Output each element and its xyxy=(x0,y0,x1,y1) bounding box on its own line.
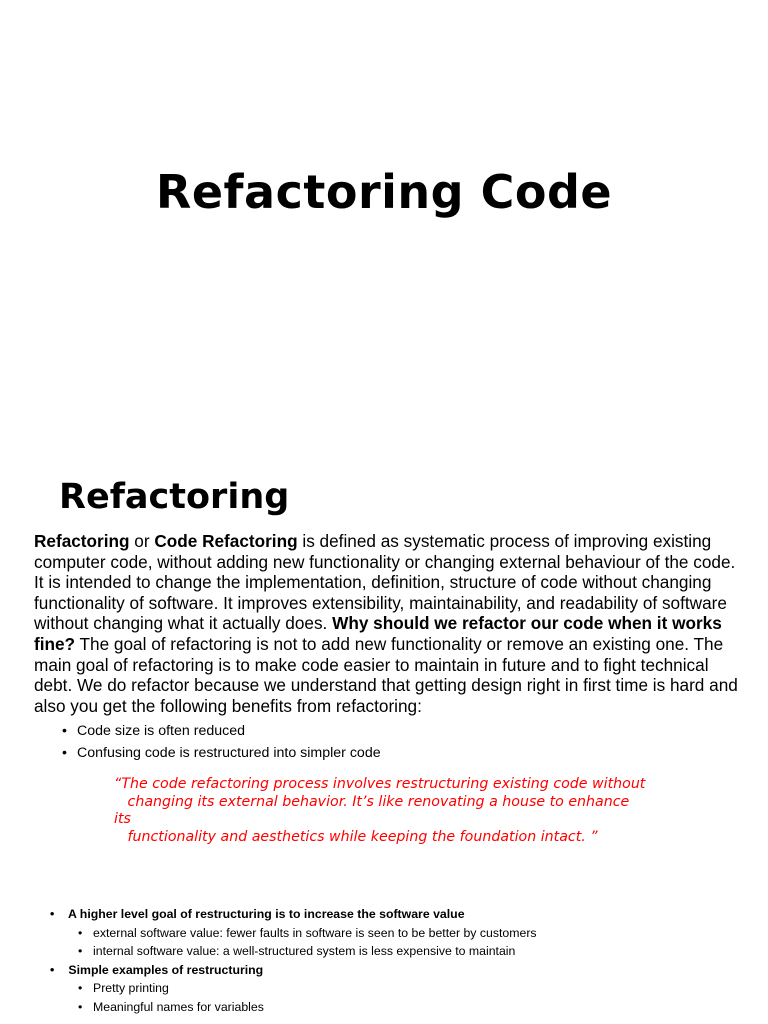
intro-text-2: The goal of refactoring is not to add new functionality or remove an existing one. The main goal of refactoring is to make code easier to maintain in future and to fight technical debt. We do refactor because we understand that getting design right in first time is hard and also you get the following benefits from refactoring: xyxy=(34,633,738,716)
list-item: • Meaningful names for variables xyxy=(78,998,537,1017)
intro-or: or xyxy=(129,531,155,551)
quote-line: changing its external behavior. It’s like renovating a house to enhance xyxy=(114,793,630,810)
goals-list xyxy=(50,905,537,1017)
goal-label: Simple examples of restructuring xyxy=(68,962,264,977)
list-item: • external software value: fewer faults in software is seen to be better by customers xyxy=(78,924,537,943)
quote-line: its xyxy=(114,811,131,828)
term-code-refactoring: Code Refactoring xyxy=(154,531,298,551)
list-item xyxy=(50,905,537,961)
sub-list xyxy=(50,979,537,1016)
term-refactoring: Refactoring xyxy=(34,531,130,551)
refactoring-quote xyxy=(114,776,674,846)
list-item: • Confusing code is restructured into simpler code xyxy=(62,743,381,765)
benefits-list xyxy=(62,721,381,764)
question-bold: Why should we refactor our code when it works fine? xyxy=(34,613,722,654)
quote-line: functionality and aesthetics while keeping the foundation intact. ” xyxy=(114,828,598,845)
intro-text-1: is defined as systematic process of improving existing computer code, without adding new functionality or changing external behaviour of the code. It is intended to change the implementation, definition, structure of code without changing functionality of software. It improves extensibility, maintainability, and readability of software without changing what it actually does. xyxy=(34,531,736,634)
page-title: Refactoring Code xyxy=(155,165,613,219)
sub-list xyxy=(50,924,537,961)
quote-line: “The code refactoring process involves restructuring existing code without xyxy=(114,776,646,792)
section-heading: Refactoring xyxy=(59,477,290,517)
goal-label: A higher level goal of restructuring is to increase the software value xyxy=(67,907,465,921)
intro-paragraph xyxy=(34,531,746,716)
list-item: • internal software value: a well-structured system is less expensive to maintain xyxy=(78,942,537,961)
list-item: • Code size is often reduced xyxy=(62,721,381,743)
list-item xyxy=(50,961,537,1017)
list-item: • Pretty printing xyxy=(78,979,537,998)
